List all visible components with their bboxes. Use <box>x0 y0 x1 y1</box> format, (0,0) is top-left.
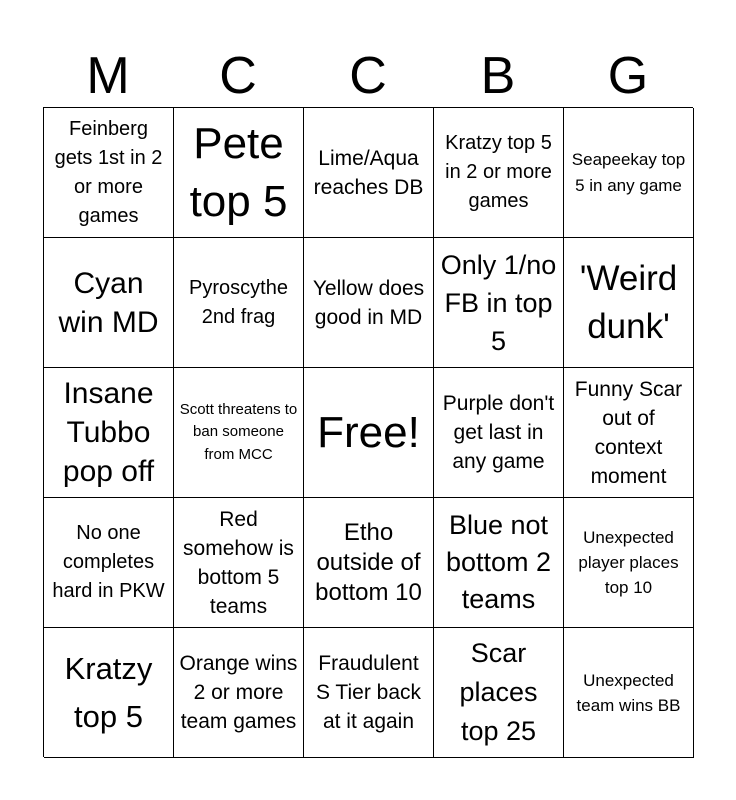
cell-text: No one completes hard in PKW <box>52 522 165 602</box>
header-letter-c2: C <box>349 47 387 105</box>
cell-text: Kratzy top 5 in 2 or more games <box>445 132 552 212</box>
bingo-cell[interactable] <box>564 368 694 498</box>
bingo-cell[interactable] <box>44 238 174 368</box>
cell-text: Lime/Aqua reaches DB <box>313 146 424 199</box>
bingo-cell[interactable] <box>434 108 564 238</box>
bingo-cell[interactable] <box>304 368 434 498</box>
bingo-cell[interactable] <box>304 238 434 368</box>
bingo-cell[interactable] <box>434 238 564 368</box>
cell-text: Only 1/no FB in top 5 <box>440 249 557 356</box>
cell-text: Insane Tubbo pop off <box>62 377 155 488</box>
bingo-cell[interactable] <box>434 498 564 628</box>
cell-text: Red somehow is bottom 5 teams <box>183 507 294 618</box>
bingo-cell[interactable] <box>174 498 304 628</box>
header-letter-b: B <box>480 47 516 105</box>
bingo-cell[interactable] <box>564 108 694 238</box>
cell-text: Seapeekay top 5 in any game <box>571 149 686 195</box>
cell-text: Etho outside of bottom 10 <box>315 518 422 606</box>
cell-text: Kratzy top 5 <box>64 650 153 734</box>
cell-text: Unexpected player places top 10 <box>578 528 679 597</box>
bingo-cell[interactable] <box>44 498 174 628</box>
cell-text: Fraudulent S Tier back at it again <box>315 652 422 733</box>
cell-text: Scar places top 25 <box>459 638 538 746</box>
cell-text: Blue not bottom 2 teams <box>445 510 552 614</box>
bingo-cell[interactable] <box>174 108 304 238</box>
bingo-cell[interactable] <box>564 238 694 368</box>
bingo-cell[interactable] <box>304 498 434 628</box>
cell-text: 'Weird dunk' <box>579 258 678 346</box>
bingo-cell[interactable] <box>44 628 174 758</box>
cell-text: Purple don't get last in any game <box>442 392 555 473</box>
bingo-cell[interactable] <box>564 628 694 758</box>
cell-text: Feinberg gets 1st in 2 or more games <box>54 117 163 227</box>
cell-text: Orange wins 2 or more team games <box>179 652 298 733</box>
cell-text: Cyan win MD <box>58 266 159 339</box>
bingo-header <box>43 44 693 108</box>
bingo-cell[interactable] <box>174 238 304 368</box>
bingo-cell[interactable] <box>434 368 564 498</box>
bingo-cell[interactable] <box>174 368 304 498</box>
bingo-cell[interactable] <box>304 628 434 758</box>
cell-text: Scott threatens to ban someone from MCC <box>179 400 298 463</box>
header-letter-c1: C <box>219 47 257 105</box>
cell-text: Free! <box>317 407 420 457</box>
bingo-cell[interactable] <box>304 108 434 238</box>
header-letter-m: M <box>86 47 130 105</box>
cell-text: Funny Scar out of context moment <box>574 377 683 488</box>
cell-text: Pyroscythe 2nd frag <box>189 276 288 328</box>
cell-text: Pete top 5 <box>189 118 288 226</box>
bingo-cell[interactable] <box>174 628 304 758</box>
bingo-cell[interactable] <box>434 628 564 758</box>
cell-text: Yellow does good in MD <box>312 276 425 329</box>
bingo-cell[interactable] <box>564 498 694 628</box>
bingo-cell[interactable] <box>44 108 174 238</box>
bingo-cell[interactable] <box>44 368 174 498</box>
cell-text: Unexpected team wins BB <box>576 670 681 715</box>
bingo-grid <box>43 107 693 757</box>
header-letter-g: G <box>607 47 649 105</box>
